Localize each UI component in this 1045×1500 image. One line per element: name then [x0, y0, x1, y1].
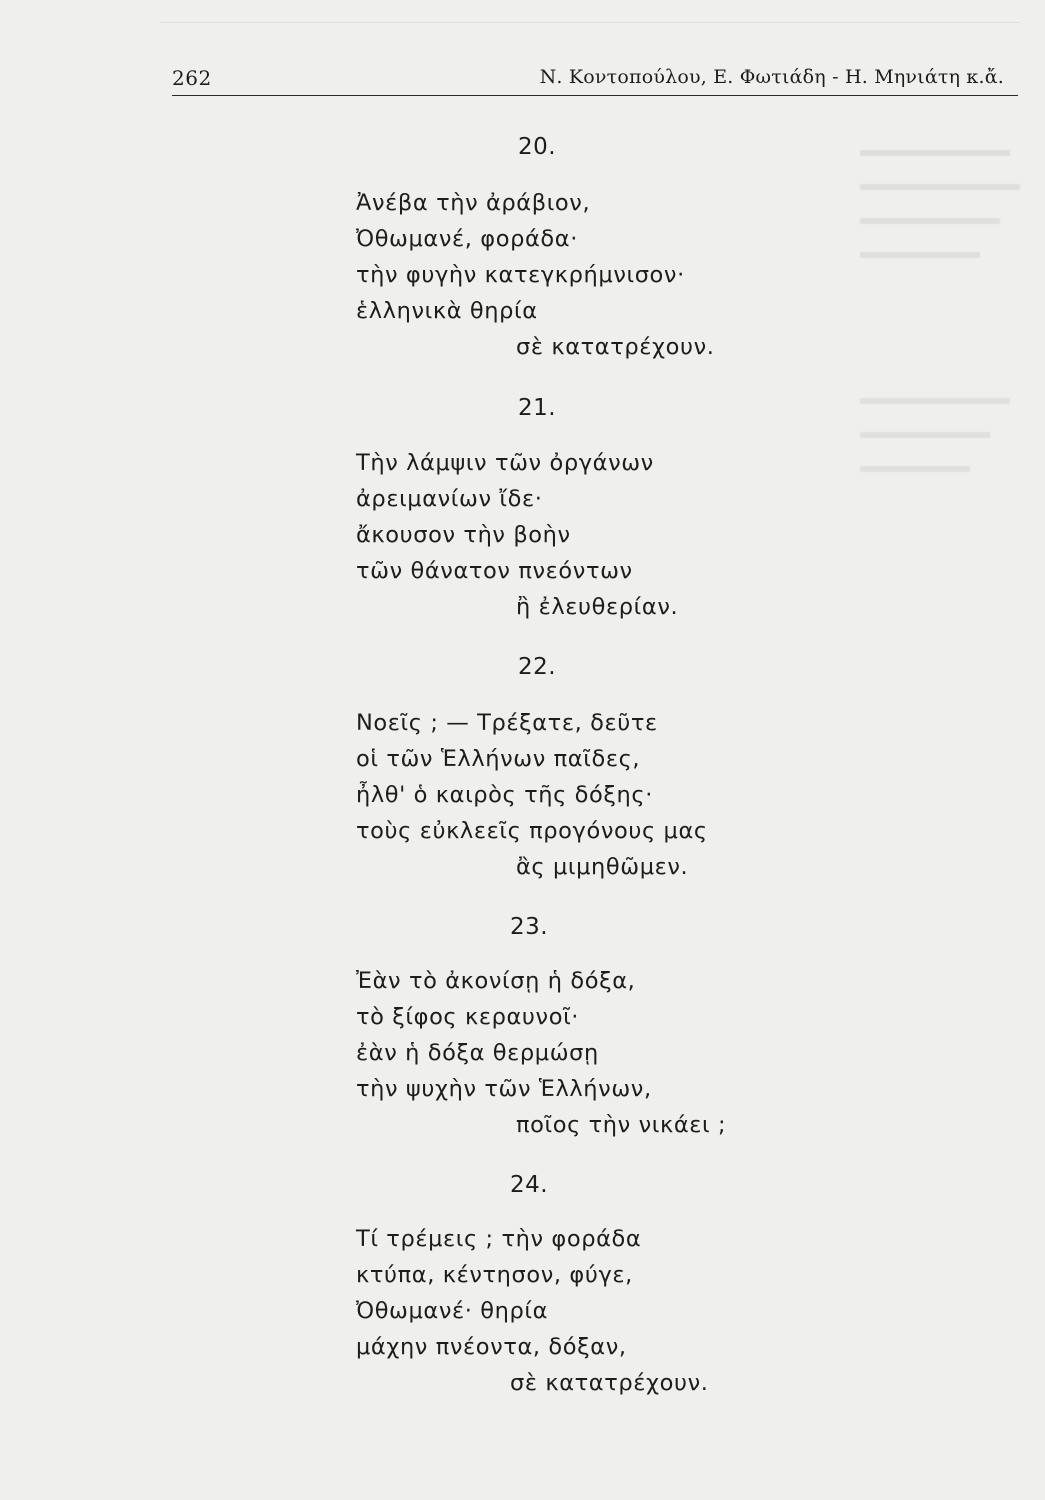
- stanza-number: 21.: [518, 395, 557, 421]
- verse-line: Τί τρέμεις ; τὴν φοράδα: [356, 1226, 642, 1252]
- verse-line: τὸ ξίφος κεραυνοῖ·: [356, 1004, 580, 1030]
- verse-line: ἑλληνικὰ θηρία: [356, 298, 538, 324]
- stanza-number: 24.: [510, 1172, 549, 1198]
- verse-line: τῶν θάνατον πνεόντων: [356, 558, 633, 584]
- verse-line: ἐὰν ἡ δόξα θερμώσῃ: [356, 1040, 599, 1066]
- verse-line: σὲ κατατρέχουν.: [516, 334, 715, 360]
- verse-line: Τὴν λάμψιν τῶν ὀργάνων: [356, 450, 654, 476]
- header-rule: [172, 95, 1018, 96]
- verse-line: τὴν φυγὴν κατεγκρήμνισον·: [356, 262, 685, 288]
- verse-line: ἦλθ' ὁ καιρὸς τῆς δόξης·: [356, 782, 653, 808]
- stanza-number: 23.: [510, 914, 549, 940]
- verse-line: Ὀθωμανέ, φοράδα·: [356, 226, 578, 252]
- stanza-number: 22.: [518, 654, 557, 680]
- running-head: Ν. Κοντοπούλου, Ε. Φωτιάδη - Η. Μηνιάτη κ.ἄ.: [539, 66, 1004, 88]
- verse-line: ποῖος τὴν νικάει ;: [516, 1112, 727, 1138]
- verse-line: ἢ ἐλευθερίαν.: [516, 594, 679, 620]
- verse-line: σὲ κατατρέχουν.: [510, 1370, 709, 1396]
- bleed-through-text: [860, 120, 1020, 1320]
- verse-line: τοὺς εὐκλεεῖς προγόνους μας: [356, 818, 708, 844]
- verse-line: Νοεῖς ; — Τρέξατε, δεῦτε: [356, 710, 658, 736]
- verse-line: τὴν ψυχὴν τῶν Ἑλλήνων,: [356, 1076, 652, 1102]
- verse-line: οἱ τῶν Ἑλλήνων παῖδες,: [356, 746, 641, 772]
- verse-line: ἀρειμανίων ἴδε·: [356, 486, 543, 512]
- verse-line: Ἀνέβα τὴν ἀράβιον,: [356, 190, 591, 216]
- verse-line: Ὀθωμανέ· θηρία: [356, 1298, 549, 1324]
- verse-line: Ἐὰν τὸ ἀκονίσῃ ἡ δόξα,: [356, 968, 636, 994]
- bleed-through-rule: [160, 22, 1020, 23]
- verse-line: ἄκουσον τὴν βοὴν: [356, 522, 571, 548]
- page-number: 262: [172, 66, 212, 90]
- verse-line: ἂς μιμηθῶμεν.: [516, 854, 689, 880]
- page-header: [172, 62, 1018, 98]
- verse-line: μάχην πνέοντα, δόξαν,: [356, 1334, 627, 1360]
- verse-line: κτύπα, κέντησον, φύγε,: [356, 1262, 633, 1288]
- stanza-number: 20.: [518, 134, 557, 160]
